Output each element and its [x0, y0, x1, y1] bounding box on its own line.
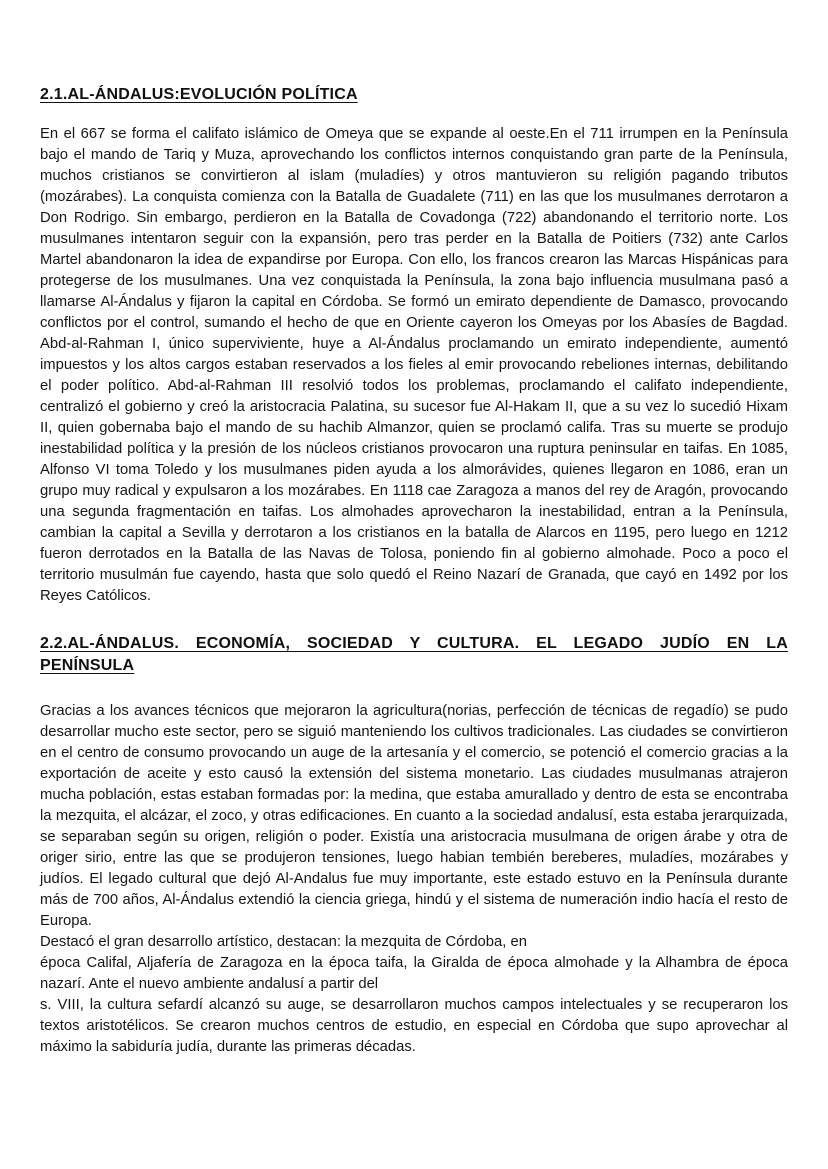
paragraph-epocas: época Califal, Aljafería de Zaragoza en la época taifa, la Giralda de época almohade y la Alhambra de época nazarí. Ante el nuevo ambiente andalusí a partir del [40, 955, 788, 992]
section-heading-2-2-line-1: 2.2.AL-ÁNDALUS. ECONOMÍA, SOCIEDAD Y CULTURA. EL LEGADO JUDÍO EN LA [40, 635, 788, 652]
section-heading-2-1-text: 2.1.AL-ÁNDALUS:EVOLUCIÓN POLÍTICA [40, 86, 358, 103]
section-evolucion-politica [40, 84, 788, 607]
paragraph-economia-sociedad: Gracias a los avances técnicos que mejoraron la agricultura(norias, perfección de técnicas de regadío) se pudo desarrollar mucho este sector, pero se siguió manteniendo los cultivos tradicionales. Las ciudades se convirtieron en el centro de consumo provocando un auge de la artesanía y el comercio, se potenció el comercio gracias a la exportación de aceite y esto causó la extensión del sistema monetario. Las ciudades musulmanas atrajeron mucha población, estas estaban formadas por: la medina, que estaba amurallado y dentro de esta se encontraba la mezquita, el alcázar, el zoco, y otras edificaciones. En cuanto a la sociedad andalusí, esta estaba jerarquizada, se separaban según su origen, religión o poder. Existía una aristocracia musulmana de origen árabe y otra de origer sirio, entre las que se produjeron tensiones, luego habian tembién bereberes, muladíes, mozárabes y judíos. El legado cultural que dejó Al-Andalus fue muy importante, este estado estuvo en la Península durante más de 700 años, Al-Ándalus extendió la ciencia griega, hindú y el sistema de numeración indio hacía el resto de Europa. [40, 703, 788, 929]
section-heading-2-2-line-2: PENÍNSULA [40, 657, 135, 674]
paragraph-cultura-sefardi: s. VIII, la cultura sefardí alcanzó su auge, se desarrollaron muchos campos intelectuales y se recuperaron los textos aristotélicos. Se crearon muchos centros de estudio, en especial en Córdoba que supo aprovechar al máximo la sabiduría judía, durante las primeras décadas. [40, 997, 788, 1055]
paragraph-arte-line: Destacó el gran desarrollo artístico, destacan: la mezquita de Córdoba, en [40, 934, 527, 950]
section-heading-2-1 [40, 84, 788, 106]
paragraph-politica: En el 667 se forma el califato islámico de Omeya que se expande al oeste.En el 711 irrumpen en la Península bajo el mando de Tariq y Muza, aprovechando los conflictos internos conquistando gran parte de la Península, muchos cristianos se convirtieron al islam (muladíes) y otros mantuvieron su religión pagando tributos (mozárabes). La conquista comienza con la Batalla de Guadalete (711) en las que los musulmanes derrotaron a Don Rodrigo. Sin embargo, perdieron en la Batalla de Covadonga (722) abandonando el territorio norte. Los musulmanes intentaron seguir con la expansión, pero tras perder en la Batalla de Poitiers (732) ante Carlos Martel abandonaron la idea de expandirse por Europa. Con ello, los francos crearon las Marcas Hispánicas para protegerse de los musulmanes. Una vez conquistada la Península, la zona bajo influencia musulmana pasó a llamarse Al-Ándalus y fijaron la capital en Córdoba. Se formó un emirato dependiente de Damasco, provocando conflictos por el control, sumando el hecho de que en Oriente cayeron los Omeyas por los Abasíes de Bagdad. Abd-al-Rahman I, único superviviente, huye a Al-Ándalus proclamando un emirato independiente, aumentó impuestos y los altos cargos estaban reservados a los fieles al emir provocando rebeliones internas, debilitando el poder político. Abd-al-Rahman III resolvió todos los problemas, proclamando el califato independiente, centralizó el gobierno y creó la aristocracia Palatina, su sucesor fue Al-Hakam II, que a su vez lo sucedió Hixam II, quien gobernaba bajo el mando de su hachib Almanzor, quien se proclamó califa. Tras su muerte se produjo inestabilidad política y la presión de los núcleos cristianos provocaron una ruptura peninsular en taifas. En 1085, Alfonso VI toma Toledo y los musulmanes piden ayuda a los almorávides, quienes llegaron en 1086, eran un grupo muy radical y expulsaron a los mozárabes. En 1118 cae Zaragoza a manos del rey de Aragón, provocando una segunda fragmentación en taifas. Los almohades aprovecharon la inestabilidad, entran a la Península, cambian la capital a Sevilla y derrotaron a los cristianos en la batalla de Alarcos en 1195, pero luego en 1212 fueron derrotados en la Batalla de las Navas de Tolosa, poniendo fin al gobierno almohade. Poco a poco el territorio musulmán fue cayendo, hasta que solo quedó el Reino Nazarí de Granada, que cayó en 1492 por los Reyes Católicos. [40, 126, 788, 604]
section-heading-2-2 [40, 633, 788, 677]
section-economia-sociedad-cultura [40, 633, 788, 1058]
